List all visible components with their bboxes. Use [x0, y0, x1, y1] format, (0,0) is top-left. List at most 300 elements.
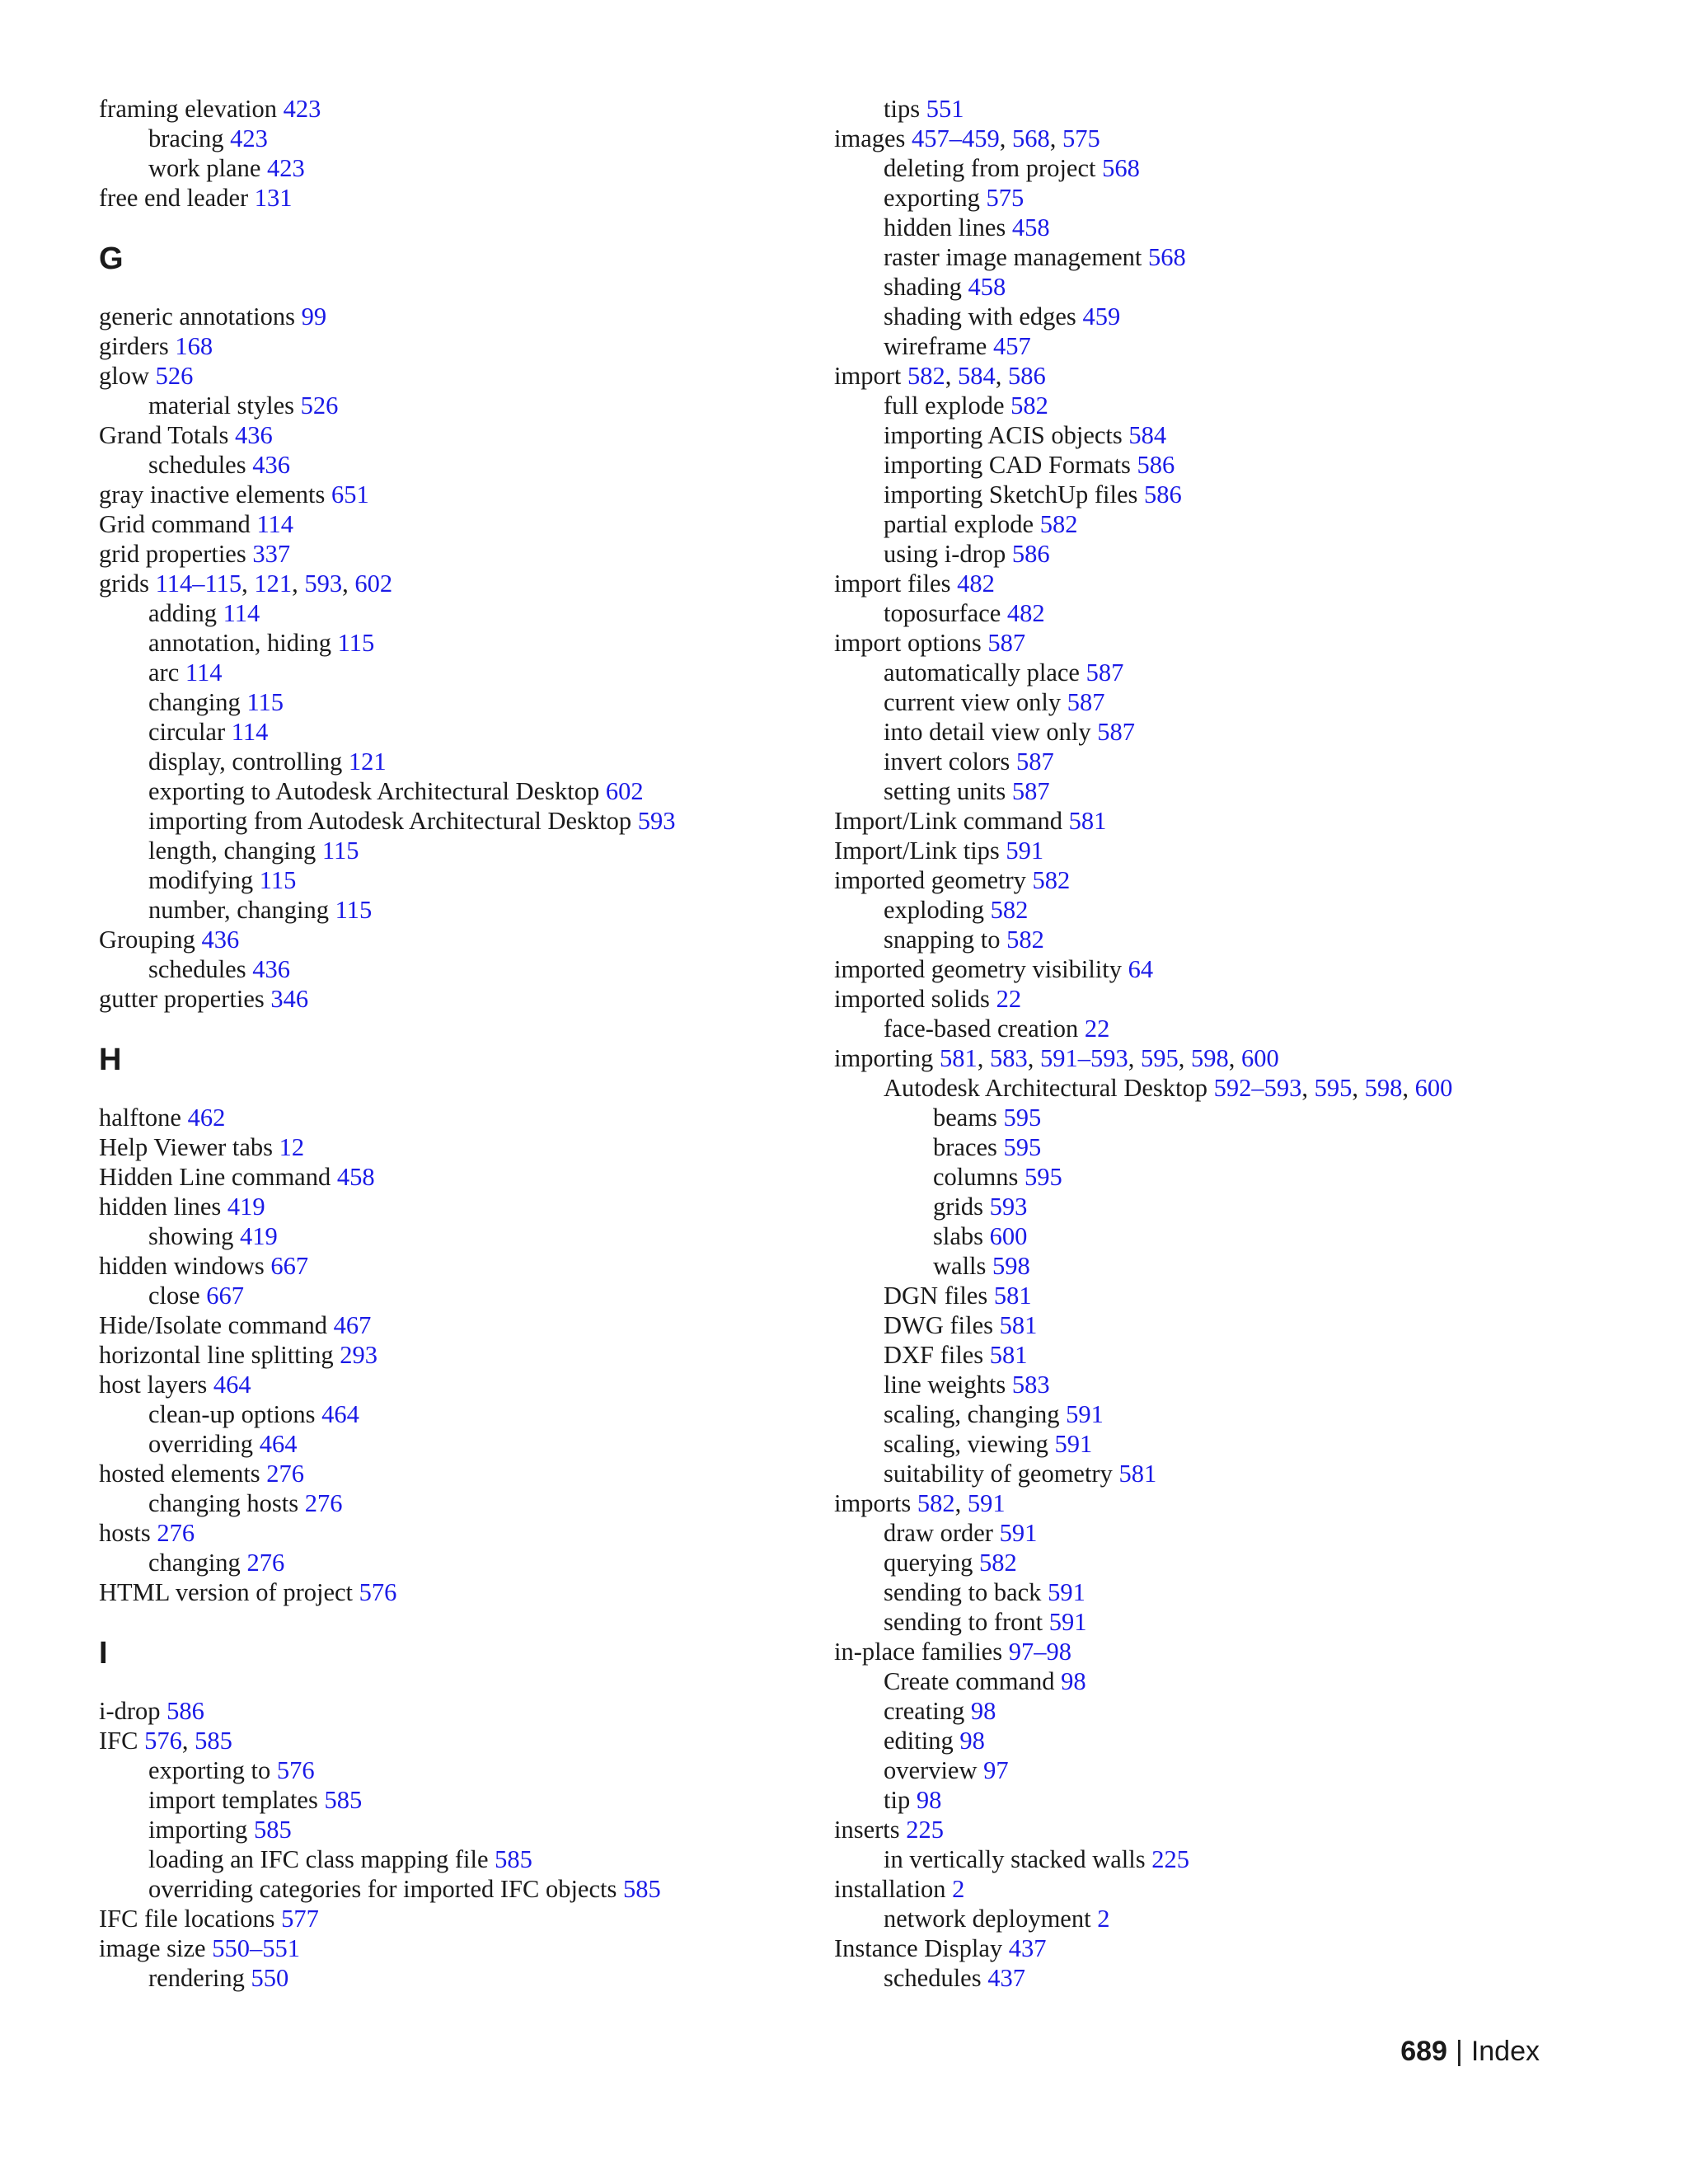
index-term: Instance Display — [834, 1934, 1003, 1962]
index-entry — [99, 94, 824, 124]
index-entry: images 457–459, 568, 575 — [834, 124, 1100, 152]
page-link[interactable]: 114 — [185, 658, 223, 687]
index-term: framing elevation — [99, 95, 277, 123]
page-link[interactable]: 581 — [999, 1311, 1038, 1339]
page-link[interactable]: 98 — [916, 1786, 942, 1814]
index-term: DXF files — [884, 1341, 984, 1369]
index-term: line weights — [884, 1371, 1006, 1399]
index-term: changing hosts — [148, 1489, 299, 1517]
index-entry — [834, 153, 1601, 183]
index-entry — [834, 717, 1601, 747]
page-link[interactable]: 568 — [1102, 154, 1140, 182]
page-link[interactable]: 462 — [187, 1104, 226, 1132]
page-link[interactable]: 22 — [1084, 1015, 1110, 1043]
page-link[interactable]: 592–593 — [1213, 1074, 1302, 1102]
index-entry — [834, 1192, 1601, 1221]
page-link[interactable]: 598 — [1364, 1074, 1403, 1102]
page-link[interactable]: 585 — [622, 1875, 661, 1903]
index-term: creating — [884, 1697, 965, 1725]
page-link[interactable]: 458 — [336, 1163, 375, 1191]
page-link[interactable]: 591–593 — [1039, 1044, 1128, 1072]
page-footer — [1400, 2036, 1540, 2068]
page-link[interactable]: 276 — [157, 1519, 195, 1547]
index-entry — [99, 925, 824, 954]
index-entry — [834, 302, 1601, 331]
page-link[interactable]: 587 — [1011, 777, 1050, 805]
index-term: import — [834, 362, 902, 390]
page-link[interactable]: 576 — [144, 1727, 182, 1755]
index-term: in-place families — [834, 1638, 1003, 1666]
index-term: annotation, hiding — [148, 629, 331, 657]
index-entry — [834, 776, 1601, 806]
page-link[interactable]: 598 — [1190, 1044, 1229, 1072]
index-entry — [99, 1459, 824, 1488]
page-link[interactable]: 582 — [1039, 510, 1078, 538]
index-entry — [834, 1103, 1601, 1132]
page-link[interactable]: 437 — [1008, 1934, 1047, 1962]
page-link[interactable]: 602 — [605, 777, 644, 805]
index-term: adding — [148, 599, 218, 627]
page-link[interactable]: 585 — [324, 1786, 363, 1814]
index-entry — [99, 1221, 824, 1251]
page-link[interactable]: 276 — [266, 1460, 305, 1488]
page-link[interactable]: 595 — [1314, 1074, 1353, 1102]
index-entry — [99, 183, 824, 213]
index-term: sending to front — [884, 1608, 1043, 1636]
index-entry — [834, 747, 1601, 776]
page-link[interactable]: 575 — [1062, 124, 1100, 152]
index-entry — [834, 1874, 1601, 1904]
page-link[interactable]: 115 — [321, 837, 359, 865]
index-entry — [834, 1637, 1601, 1666]
page-link[interactable]: 276 — [246, 1549, 285, 1577]
index-term: tips — [884, 95, 921, 123]
page-link[interactable]: 593 — [637, 807, 676, 835]
index-term: importing — [148, 1816, 248, 1844]
page-link[interactable]: 526 — [300, 391, 339, 419]
page-link[interactable]: 581 — [1118, 1460, 1157, 1488]
index-entry: imports 582, 591 — [834, 1489, 1006, 1517]
page-link[interactable]: 586 — [1143, 480, 1182, 509]
index-entry — [99, 1251, 824, 1281]
page-link[interactable]: 582 — [907, 362, 945, 390]
index-term: showing — [148, 1222, 234, 1250]
index-term: imports — [834, 1489, 912, 1517]
footer-separator: | — [1455, 2036, 1463, 2067]
page-link[interactable]: 595 — [1140, 1044, 1179, 1072]
index-term: arc — [148, 658, 180, 687]
page-link[interactable]: 98 — [970, 1697, 996, 1725]
index-entry — [99, 1281, 824, 1310]
page-link[interactable]: 131 — [254, 184, 293, 212]
page-link[interactable]: 482 — [957, 569, 995, 598]
page-link[interactable]: 600 — [1240, 1044, 1279, 1072]
index-term: schedules — [148, 955, 246, 983]
index-term: face-based creation — [884, 1015, 1079, 1043]
index-entry — [834, 450, 1601, 480]
page-link[interactable]: 586 — [1137, 451, 1175, 479]
index-term: current view only — [884, 688, 1062, 716]
index-entry — [834, 391, 1601, 420]
index-entry — [99, 124, 824, 153]
page-link[interactable]: 586 — [1007, 362, 1046, 390]
index-entry — [834, 806, 1601, 836]
page-link[interactable]: 115 — [259, 866, 297, 894]
index-entry — [834, 1310, 1601, 1340]
index-entry — [834, 1666, 1601, 1696]
index-entry — [834, 628, 1601, 658]
page-link[interactable]: 586 — [166, 1697, 204, 1725]
index-entry — [834, 1726, 1601, 1755]
index-entry — [99, 1103, 824, 1132]
page-link[interactable]: 586 — [1011, 540, 1050, 568]
index-term: columns — [933, 1163, 1019, 1191]
page-link[interactable]: 584 — [1128, 421, 1167, 449]
index-entry — [99, 1904, 824, 1933]
index-entry — [834, 1429, 1601, 1459]
page-link[interactable]: 582 — [1032, 866, 1071, 894]
index-term: free end leader — [99, 184, 249, 212]
page-link[interactable]: 584 — [957, 362, 996, 390]
index-entry — [834, 1132, 1601, 1162]
index-term: suitability of geometry — [884, 1460, 1113, 1488]
page-link[interactable]: 582 — [1010, 391, 1048, 419]
page-link[interactable]: 591 — [967, 1489, 1006, 1517]
index-term: i-drop — [99, 1697, 161, 1725]
index-term: setting units — [884, 777, 1006, 805]
page-link[interactable]: 2 — [952, 1875, 965, 1903]
page-link[interactable]: 97–98 — [1008, 1638, 1071, 1666]
index-entry — [834, 1399, 1601, 1429]
index-entry — [99, 1340, 824, 1370]
page-link[interactable]: 115 — [246, 688, 284, 716]
index-entry — [834, 1785, 1601, 1815]
index-entry — [834, 242, 1601, 272]
page-link[interactable]: 121 — [254, 569, 293, 598]
page-link[interactable]: 595 — [1024, 1163, 1062, 1191]
page-link[interactable]: 419 — [227, 1193, 265, 1221]
index-entry — [99, 1429, 824, 1459]
page-link[interactable]: 114 — [256, 510, 294, 538]
page-link[interactable]: 436 — [252, 451, 290, 479]
index-entry — [834, 1518, 1601, 1548]
index-entry — [834, 1577, 1601, 1607]
page-link[interactable]: 600 — [1414, 1074, 1453, 1102]
page-link[interactable]: 98 — [1061, 1667, 1086, 1695]
index-term: Help Viewer tabs — [99, 1133, 274, 1161]
page-number: 689 — [1400, 2036, 1447, 2067]
index-term: Create command — [884, 1667, 1055, 1695]
index-term: beams — [933, 1104, 997, 1132]
index-term: IFC file locations — [99, 1905, 275, 1933]
page-link[interactable]: 582 — [979, 1549, 1017, 1577]
index-entry — [99, 331, 824, 361]
index-entry — [834, 420, 1601, 450]
page-link[interactable]: 602 — [354, 569, 393, 598]
index-term: girders — [99, 332, 169, 360]
page-link[interactable]: 423 — [283, 95, 321, 123]
page-link[interactable]: 98 — [959, 1727, 985, 1755]
page-link[interactable]: 595 — [1003, 1133, 1042, 1161]
section-letter-heading: H — [99, 1043, 122, 1077]
page-link[interactable]: 423 — [266, 154, 305, 182]
index-entry — [99, 865, 824, 895]
index-term: overview — [884, 1756, 978, 1784]
page-link[interactable]: 582 — [1006, 926, 1044, 954]
page-link[interactable]: 583 — [1011, 1371, 1050, 1399]
index-entry: IFC 576, 585 — [99, 1727, 232, 1755]
page-link[interactable]: 575 — [986, 184, 1025, 212]
index-entry — [99, 153, 824, 183]
page-link[interactable]: 587 — [1067, 688, 1105, 716]
page-link[interactable]: 551 — [926, 95, 964, 123]
page-link[interactable]: 64 — [1128, 955, 1154, 983]
page-link[interactable]: 585 — [195, 1727, 232, 1755]
index-term: in vertically stacked walls — [884, 1845, 1146, 1873]
page-link[interactable]: 600 — [989, 1222, 1028, 1250]
index-term: scaling, viewing — [884, 1430, 1048, 1458]
page-link[interactable]: 582 — [990, 896, 1029, 924]
index-entry — [834, 658, 1601, 687]
page-link[interactable]: 576 — [276, 1756, 315, 1784]
index-term: Autodesk Architectural Desktop — [884, 1074, 1208, 1102]
index-term: number, changing — [148, 896, 329, 924]
index-column-right — [834, 94, 1601, 1993]
index-entry — [99, 836, 824, 865]
page-link[interactable]: 587 — [987, 629, 1026, 657]
index-entry — [834, 1844, 1601, 1874]
page-link[interactable]: 276 — [304, 1489, 343, 1517]
index-term: snapping to — [884, 926, 1001, 954]
index-term: braces — [933, 1133, 997, 1161]
index-term: loading an IFC class mapping file — [148, 1845, 489, 1873]
index-term: tip — [884, 1786, 911, 1814]
page-link[interactable]: 22 — [996, 985, 1022, 1013]
index-entry — [99, 747, 824, 776]
page-link[interactable]: 591 — [1048, 1608, 1087, 1636]
section-letter-heading: G — [99, 241, 124, 276]
index-term: bracing — [148, 124, 224, 152]
index-entry — [834, 1904, 1601, 1933]
page-link[interactable]: 114 — [231, 718, 269, 746]
page-link[interactable]: 581 — [989, 1341, 1028, 1369]
page-link[interactable]: 591 — [1006, 837, 1044, 865]
index-term: hosted elements — [99, 1460, 260, 1488]
index-entry — [99, 984, 824, 1014]
index-term: schedules — [148, 451, 246, 479]
index-term: schedules — [884, 1964, 982, 1992]
index-term: importing — [834, 1044, 934, 1072]
index-term: exporting to — [148, 1756, 271, 1784]
index-term: HTML version of project — [99, 1578, 354, 1606]
page-link[interactable]: 457 — [992, 332, 1031, 360]
page-link[interactable]: 97 — [983, 1756, 1009, 1784]
page-link[interactable]: 423 — [230, 124, 268, 152]
index-entry — [834, 984, 1601, 1014]
page-link[interactable]: 121 — [348, 748, 387, 776]
page-link[interactable]: 585 — [253, 1816, 292, 1844]
page-link[interactable]: 293 — [340, 1341, 378, 1369]
index-term: draw order — [884, 1519, 993, 1547]
index-term: raster image management — [884, 243, 1142, 271]
page-link[interactable]: 114 — [223, 599, 260, 627]
page-link[interactable]: 667 — [270, 1252, 309, 1280]
index-term: walls — [933, 1252, 987, 1280]
index-entry — [834, 954, 1601, 984]
index-entry — [834, 1162, 1601, 1192]
index-term: gray inactive elements — [99, 480, 326, 509]
page-link[interactable]: 591 — [1066, 1400, 1104, 1428]
page-link[interactable]: 457–459 — [912, 124, 1000, 152]
page-link[interactable]: 458 — [1011, 213, 1050, 241]
index-term: work plane — [148, 154, 261, 182]
index-entry — [99, 1933, 824, 1963]
index-entry — [99, 1577, 824, 1607]
page-link[interactable]: 346 — [270, 985, 309, 1013]
index-entry — [99, 480, 824, 509]
index-term: wireframe — [884, 332, 987, 360]
index-term: clean-up options — [148, 1400, 316, 1428]
index-entry — [99, 1755, 824, 1785]
page-link[interactable]: 591 — [1054, 1430, 1093, 1458]
page-link[interactable]: 593 — [989, 1193, 1028, 1221]
page-link[interactable]: 99 — [301, 302, 327, 330]
page-link[interactable]: 598 — [992, 1252, 1030, 1280]
index-term: hidden lines — [99, 1193, 222, 1221]
index-term: import templates — [148, 1786, 318, 1814]
page-link[interactable]: 419 — [240, 1222, 278, 1250]
index-entry — [834, 1251, 1601, 1281]
page-link[interactable]: 114–115 — [155, 569, 242, 598]
page-link[interactable]: 585 — [495, 1845, 532, 1873]
index-term: glow — [99, 362, 149, 390]
index-term: changing — [148, 688, 241, 716]
page-link[interactable]: 576 — [359, 1578, 397, 1606]
page-link[interactable]: 581 — [939, 1044, 978, 1072]
page-link[interactable]: 587 — [1097, 718, 1135, 746]
index-term: modifying — [148, 866, 254, 894]
page-link[interactable]: 581 — [1068, 807, 1107, 835]
index-term: using i-drop — [884, 540, 1006, 568]
page-link[interactable]: 464 — [321, 1400, 359, 1428]
index-term: overriding categories for imported IFC objects — [148, 1875, 617, 1903]
page-link[interactable]: 2 — [1097, 1905, 1110, 1933]
index-entry — [834, 598, 1601, 628]
page-link[interactable]: 225 — [1151, 1845, 1189, 1873]
index-entry — [834, 687, 1601, 717]
index-term: DWG files — [884, 1311, 993, 1339]
page-link[interactable]: 437 — [987, 1964, 1025, 1992]
page-link[interactable]: 591 — [1048, 1578, 1085, 1606]
index-term: halftone — [99, 1104, 181, 1132]
page-link[interactable]: 581 — [993, 1282, 1032, 1310]
index-term: hidden lines — [884, 213, 1006, 241]
index-term: sending to back — [884, 1578, 1042, 1606]
page-link[interactable]: 526 — [155, 362, 194, 390]
index-entry — [99, 1399, 824, 1429]
index-entry — [99, 509, 824, 539]
index-term: circular — [148, 718, 226, 746]
index-term: Grouping — [99, 926, 195, 954]
index-entry — [99, 1844, 824, 1874]
index-entry — [834, 1340, 1601, 1370]
page-link[interactable]: 168 — [175, 332, 213, 360]
index-term: partial explode — [884, 510, 1034, 538]
index-term: host layers — [99, 1371, 208, 1399]
page-link[interactable]: 595 — [1003, 1104, 1042, 1132]
page-link[interactable]: 436 — [201, 926, 240, 954]
page-link[interactable]: 587 — [1015, 748, 1054, 776]
index-term: importing from Autodesk Architectural Desktop — [148, 807, 632, 835]
page-link[interactable]: 115 — [337, 629, 375, 657]
page-link[interactable]: 550 — [251, 1964, 289, 1992]
page-link[interactable]: 482 — [1006, 599, 1045, 627]
index-entry — [99, 598, 824, 628]
page-link[interactable]: 464 — [259, 1430, 298, 1458]
index-term: full explode — [884, 391, 1005, 419]
page-link[interactable]: 667 — [206, 1282, 245, 1310]
index-entry — [834, 1815, 1601, 1844]
page-link[interactable]: 568 — [1012, 124, 1050, 152]
page-link[interactable]: 436 — [252, 955, 290, 983]
page-link[interactable]: 458 — [968, 273, 1006, 301]
index-entry — [99, 687, 824, 717]
index-term: image size — [99, 1934, 206, 1962]
index-entry — [99, 1162, 824, 1192]
index-term: imported geometry visibility — [834, 955, 1123, 983]
page-link[interactable]: 337 — [252, 540, 291, 568]
index-term: importing SketchUp files — [884, 480, 1138, 509]
page-link[interactable]: 583 — [989, 1044, 1028, 1072]
index-entry — [834, 1014, 1601, 1043]
index-term: exporting — [884, 184, 980, 212]
page-link[interactable]: 464 — [213, 1371, 251, 1399]
page-link[interactable]: 115 — [335, 896, 373, 924]
index-entry — [834, 1281, 1601, 1310]
page-link[interactable]: 651 — [331, 480, 369, 509]
index-term: hidden windows — [99, 1252, 265, 1280]
page-link[interactable]: 591 — [999, 1519, 1038, 1547]
page-link[interactable]: 436 — [235, 421, 273, 449]
index-term: grids — [99, 569, 149, 598]
page-link[interactable]: 577 — [281, 1905, 319, 1933]
index-entry — [99, 1548, 824, 1577]
index-term: display, controlling — [148, 748, 343, 776]
index-entry — [834, 925, 1601, 954]
page-link[interactable]: 225 — [906, 1816, 945, 1844]
index-entry — [834, 1933, 1601, 1963]
page-link[interactable]: 459 — [1082, 302, 1121, 330]
page-link[interactable]: 568 — [1147, 243, 1186, 271]
index-term: imported solids — [834, 985, 990, 1013]
page-link[interactable]: 467 — [333, 1311, 372, 1339]
page-link[interactable]: 582 — [917, 1489, 955, 1517]
index-entry — [834, 1607, 1601, 1637]
page-link[interactable]: 550–551 — [212, 1934, 300, 1962]
index-term: installation — [834, 1875, 946, 1903]
index-term: material styles — [148, 391, 295, 419]
page-link[interactable]: 12 — [279, 1133, 305, 1161]
index-term: network deployment — [884, 1905, 1091, 1933]
index-entry — [99, 628, 824, 658]
index-entry — [99, 1192, 824, 1221]
page-link[interactable]: 587 — [1085, 658, 1124, 687]
index-term: toposurface — [884, 599, 1001, 627]
index-entry — [99, 954, 824, 984]
index-entry — [834, 1548, 1601, 1577]
index-term: into detail view only — [884, 718, 1091, 746]
page-link[interactable]: 593 — [304, 569, 343, 598]
